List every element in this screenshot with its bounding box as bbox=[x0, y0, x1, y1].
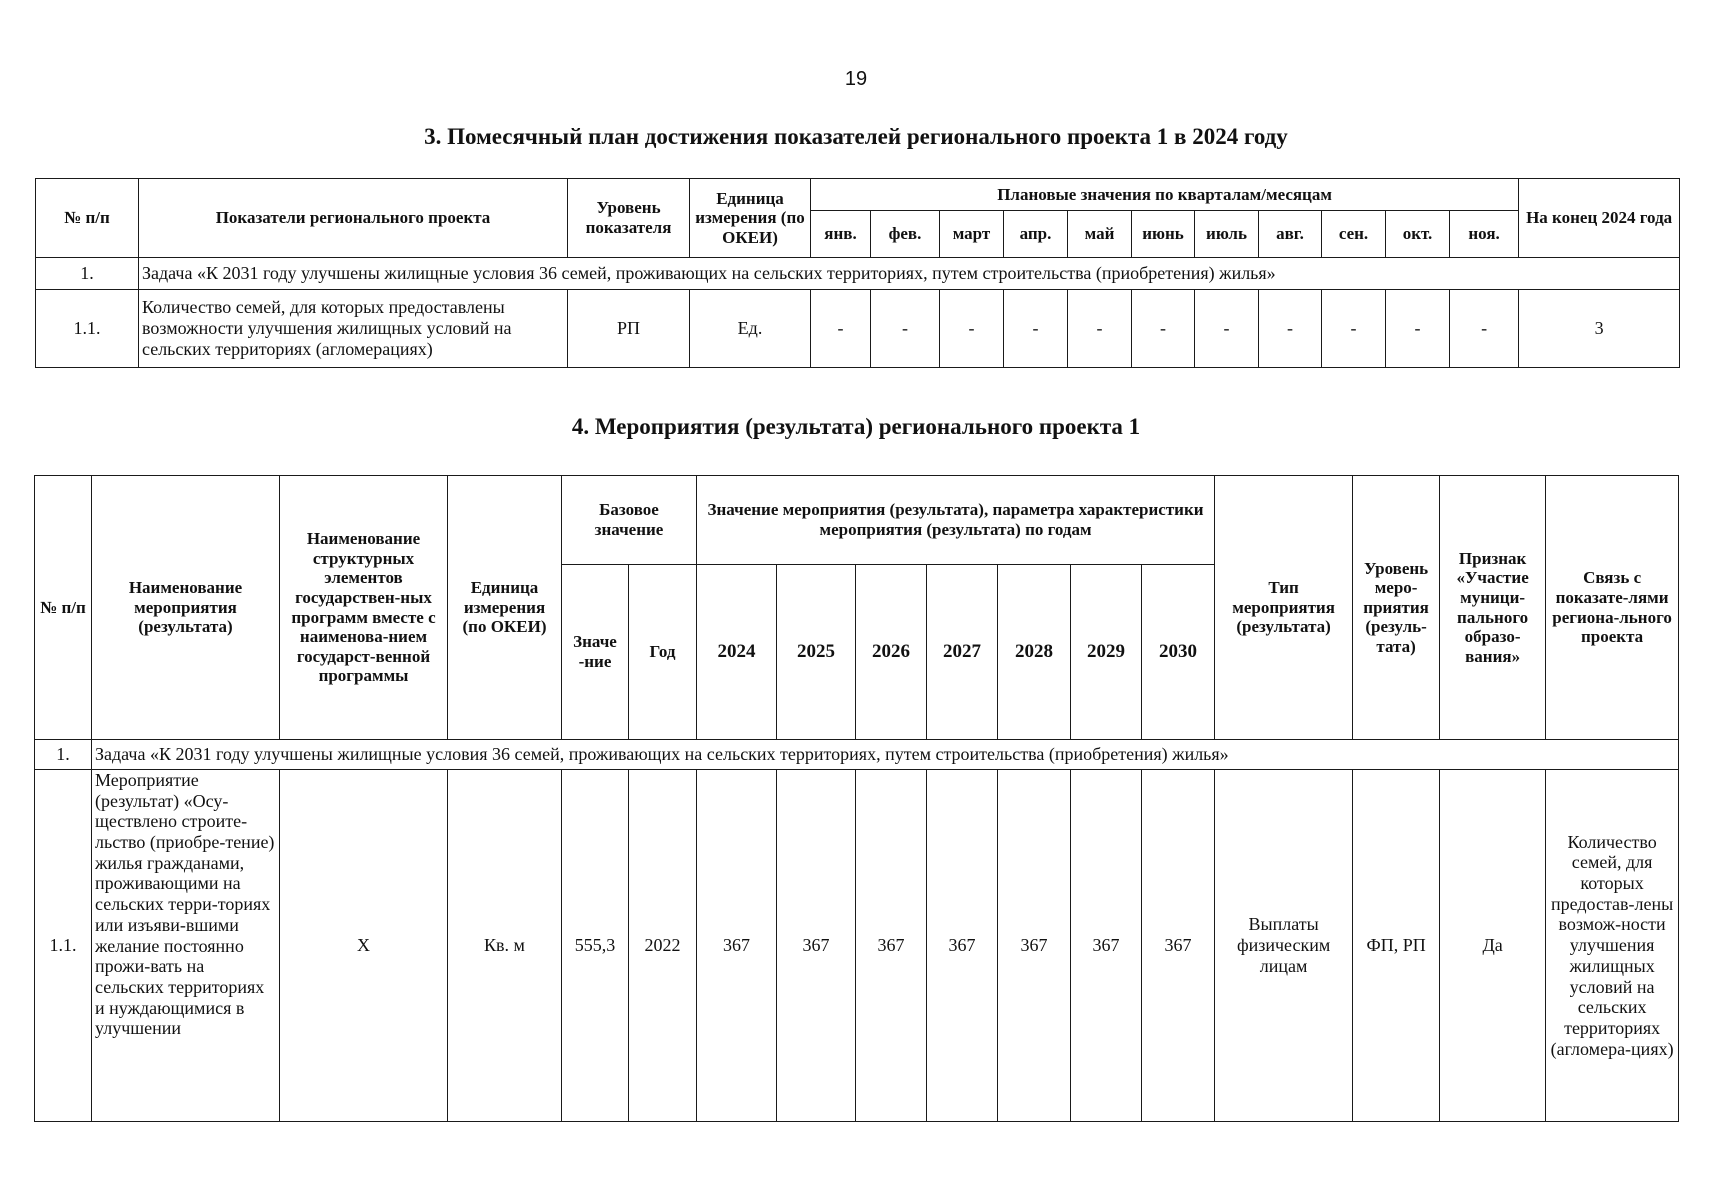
t3-month-header: фев. bbox=[871, 211, 940, 258]
t4-header-unit: Единица измерения (по ОКЕИ) bbox=[448, 476, 562, 740]
t4-year-header: 2026 bbox=[856, 565, 927, 740]
t3-month-header: июнь bbox=[1132, 211, 1195, 258]
t3-month-header: авг. bbox=[1259, 211, 1322, 258]
t4-header-type: Тип мероприятия (результата) bbox=[1215, 476, 1353, 740]
t3-month-header: янв. bbox=[811, 211, 871, 258]
t3-row-unit: Ед. bbox=[690, 290, 811, 368]
t4-row-link: Количество семей, для которых предостав-лены возмож-ности улучшения жилищных условий на сельских территориях (агломера-циях) bbox=[1546, 770, 1679, 1122]
t3-row-level: РП bbox=[568, 290, 690, 368]
t4-year-header: 2029 bbox=[1071, 565, 1142, 740]
t3-row-end-of-year: 3 bbox=[1519, 290, 1680, 368]
page-number: 19 bbox=[844, 68, 868, 90]
t4-row-structural: Х bbox=[280, 770, 448, 1122]
t4-row-type: Выплаты физическим лицам bbox=[1215, 770, 1353, 1122]
t3-row-month-value: - bbox=[1259, 290, 1322, 368]
t3-month-header: март bbox=[940, 211, 1004, 258]
t4-row-year-value: 367 bbox=[927, 770, 998, 1122]
t4-year-header: 2030 bbox=[1142, 565, 1215, 740]
t3-month-header: сен. bbox=[1322, 211, 1386, 258]
t4-header-link: Связь с показате-лями регионa-льного проекта bbox=[1546, 476, 1679, 740]
t3-header-indicator: Показатели регионального проекта bbox=[139, 179, 568, 258]
t4-header-values-by-year: Значение мероприятия (результата), параметра характеристики мероприятия (результата) по годам bbox=[697, 476, 1215, 565]
t3-header-end-of-year: На конец 2024 года bbox=[1519, 179, 1680, 258]
t3-header-level: Уровень показателя bbox=[568, 179, 690, 258]
t4-row-name: Мероприятие (результат) «Осу-ществлено строите-льство (приобре-тение) жилья гражданами, проживающими на сельских терри-ториях или изъяви-вшими желание постоянно прожи-вать на сельских территориях и нуждающимися в улучшении bbox=[92, 770, 280, 1122]
t4-row-year-value: 367 bbox=[1142, 770, 1215, 1122]
t4-year-header: 2025 bbox=[777, 565, 856, 740]
t4-header-base: Базовое значение bbox=[562, 476, 697, 565]
t4-row-base-year: 2022 bbox=[629, 770, 697, 1122]
section4-title: 4. Мероприятия (результата) регионального проекта 1 bbox=[571, 414, 1141, 439]
t4-header-name: Наименование мероприятия (результата) bbox=[92, 476, 280, 740]
t4-header-structural: Наименование структурных элементов государствен-ных программ вместе с наименова-нием государст-венной программы bbox=[280, 476, 448, 740]
t4-row-year-value: 367 bbox=[998, 770, 1071, 1122]
monthly-plan-table bbox=[35, 178, 1680, 368]
t4-year-header: 2028 bbox=[998, 565, 1071, 740]
t3-header-planned: Плановые значения по кварталам/месяцам bbox=[811, 179, 1519, 211]
t4-task-text: Задача «К 2031 году улучшены жилищные условия 36 семей, проживающих на сельских территориях, путем строительства (приобретения) жилья» bbox=[92, 740, 1679, 770]
activities-table bbox=[34, 475, 1679, 1122]
t3-row-month-value: - bbox=[940, 290, 1004, 368]
t4-task-row bbox=[35, 740, 1679, 770]
section3-title: 3. Помесячный план достижения показателей регионального проекта 1 в 2024 году bbox=[424, 124, 1288, 149]
t4-row-municipal: Да bbox=[1440, 770, 1546, 1122]
t3-header-unit: Единица измерения (по ОКЕИ) bbox=[690, 179, 811, 258]
t3-data-row bbox=[36, 290, 1680, 368]
t4-year-header: 2024 bbox=[697, 565, 777, 740]
t4-row-base-value: 555,3 bbox=[562, 770, 629, 1122]
t4-header-num: № п/п bbox=[35, 476, 92, 740]
t4-header-base-year: Год bbox=[629, 565, 697, 740]
t3-header-num: № п/п bbox=[36, 179, 139, 258]
t3-month-header: июль bbox=[1195, 211, 1259, 258]
t4-row-year-value: 367 bbox=[777, 770, 856, 1122]
t3-task-row bbox=[36, 258, 1680, 290]
t3-month-header: май bbox=[1068, 211, 1132, 258]
t3-row-month-value: - bbox=[1450, 290, 1519, 368]
t4-data-row bbox=[35, 770, 1679, 1122]
t3-row-month-value: - bbox=[1322, 290, 1386, 368]
t3-row-month-value: - bbox=[1386, 290, 1450, 368]
t4-header-base-value: Значе -ние bbox=[562, 565, 629, 740]
t4-row-year-value: 367 bbox=[856, 770, 927, 1122]
t3-month-header: ноя. bbox=[1450, 211, 1519, 258]
t4-row-unit: Кв. м bbox=[448, 770, 562, 1122]
t3-row-month-value: - bbox=[1068, 290, 1132, 368]
t4-row-year-value: 367 bbox=[697, 770, 777, 1122]
t3-task-num: 1. bbox=[36, 258, 139, 290]
t4-task-num: 1. bbox=[35, 740, 92, 770]
t3-row-month-value: - bbox=[1195, 290, 1259, 368]
t4-row-year-value: 367 bbox=[1071, 770, 1142, 1122]
t4-row-level: ФП, РП bbox=[1353, 770, 1440, 1122]
t3-row-month-value: - bbox=[1004, 290, 1068, 368]
t3-month-header: окт. bbox=[1386, 211, 1450, 258]
t4-year-header: 2027 bbox=[927, 565, 998, 740]
t3-row-month-value: - bbox=[1132, 290, 1195, 368]
t3-row-indicator: Количество семей, для которых предоставлены возможности улучшения жилищных условий на сельских территориях (агломерациях) bbox=[139, 290, 568, 368]
t3-task-text: Задача «К 2031 году улучшены жилищные условия 36 семей, проживающих на сельских территориях, путем строительства (приобретения) жилья» bbox=[139, 258, 1680, 290]
t4-header-municipal: Признак «Участие муници-пального образо-вания» bbox=[1440, 476, 1546, 740]
t3-row-num: 1.1. bbox=[36, 290, 139, 368]
t4-header-level: Уровень меро-приятия (резуль-тата) bbox=[1353, 476, 1440, 740]
t3-month-header: апр. bbox=[1004, 211, 1068, 258]
t3-row-month-value: - bbox=[811, 290, 871, 368]
t3-row-month-value: - bbox=[871, 290, 940, 368]
t4-row-num: 1.1. bbox=[35, 770, 92, 1122]
